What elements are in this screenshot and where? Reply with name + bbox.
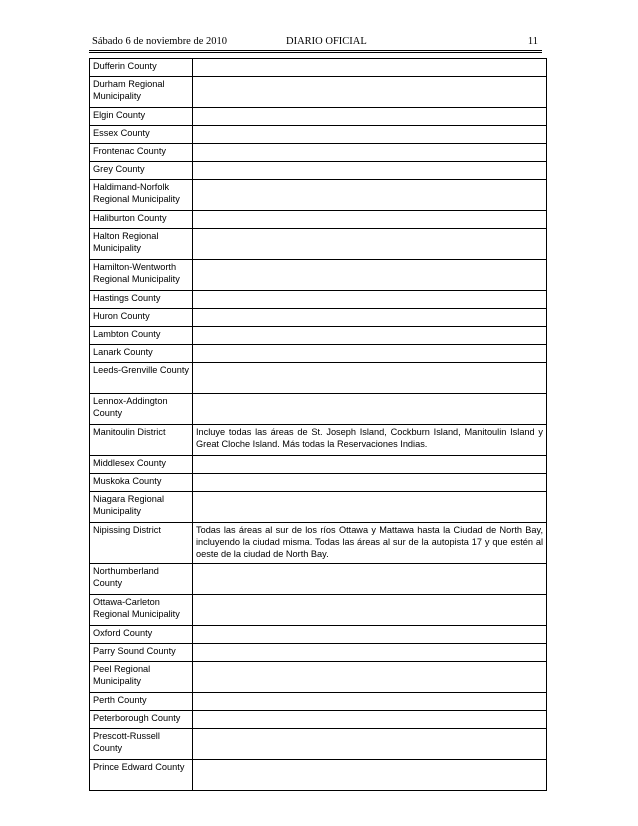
table-row	[90, 594, 547, 625]
table-row	[90, 456, 547, 474]
district-description	[193, 728, 547, 759]
district-name: Niagara Regional Municipality	[90, 492, 193, 523]
district-name: Oxford County	[90, 625, 193, 643]
district-description	[193, 309, 547, 327]
district-name: Ottawa-Carleton Regional Municipality	[90, 594, 193, 625]
table-row	[90, 394, 547, 425]
table-row	[90, 327, 547, 345]
district-description	[193, 661, 547, 692]
district-description	[193, 327, 547, 345]
district-description	[193, 144, 547, 162]
district-name: Northumberland County	[90, 563, 193, 594]
page-header	[89, 34, 542, 51]
district-description	[193, 260, 547, 291]
district-name: Prescott-Russell County	[90, 728, 193, 759]
district-description	[193, 126, 547, 144]
table-row	[90, 229, 547, 260]
table-row	[90, 309, 547, 327]
table-row	[90, 211, 547, 229]
district-name: Nipissing District	[90, 523, 193, 564]
table-row	[90, 625, 547, 643]
table-row	[90, 363, 547, 394]
district-description	[193, 456, 547, 474]
table-row	[90, 260, 547, 291]
header-publication: DIARIO OFICIAL	[286, 36, 367, 47]
table-row	[90, 108, 547, 126]
district-description	[193, 692, 547, 710]
district-name: Lanark County	[90, 345, 193, 363]
district-name: Prince Edward County	[90, 759, 193, 790]
table-row	[90, 59, 547, 77]
district-description	[193, 594, 547, 625]
table-row	[90, 692, 547, 710]
table-row	[90, 144, 547, 162]
district-name: Perth County	[90, 692, 193, 710]
district-name: Hamilton-Wentworth Regional Municipality	[90, 260, 193, 291]
district-description	[193, 759, 547, 790]
district-description	[193, 643, 547, 661]
district-name: Huron County	[90, 309, 193, 327]
district-description	[193, 563, 547, 594]
district-name: Frontenac County	[90, 144, 193, 162]
district-description: Incluye todas las áreas de St. Joseph Island, Cockburn Island, Manitoulin Island y Great Cloche Island. Más todas la Reservaciones Indias.	[193, 425, 547, 456]
district-description	[193, 474, 547, 492]
district-name: Haliburton County	[90, 211, 193, 229]
table-row	[90, 492, 547, 523]
table-row	[90, 523, 547, 564]
district-name: Parry Sound County	[90, 643, 193, 661]
table-row	[90, 474, 547, 492]
table-row	[90, 162, 547, 180]
table-row	[90, 759, 547, 790]
table-row	[90, 77, 547, 108]
district-description	[193, 211, 547, 229]
table-row	[90, 563, 547, 594]
district-name: Hastings County	[90, 291, 193, 309]
district-description	[193, 229, 547, 260]
district-description	[193, 108, 547, 126]
district-description	[193, 180, 547, 211]
district-name: Middlesex County	[90, 456, 193, 474]
header-date: Sábado 6 de noviembre de 2010	[92, 36, 228, 47]
table-row	[90, 345, 547, 363]
district-name: Lambton County	[90, 327, 193, 345]
table-row	[90, 661, 547, 692]
page-number: 11	[527, 36, 538, 47]
district-description: Todas las áreas al sur de los ríos Ottawa y Mattawa hasta la Ciudad de North Bay, incluyendo la ciudad misma. Todas las áreas al sur de la autopista 17 y que estén al oeste de la ciudad de North Bay.	[193, 523, 547, 564]
district-description	[193, 345, 547, 363]
district-name: Manitoulin District	[90, 425, 193, 456]
table-row	[90, 425, 547, 456]
district-description	[193, 363, 547, 394]
district-name: Grey County	[90, 162, 193, 180]
district-name: Dufferin County	[90, 59, 193, 77]
district-description	[193, 710, 547, 728]
district-name: Lennox-Addington County	[90, 394, 193, 425]
district-description	[193, 162, 547, 180]
district-name: Haldimand-Norfolk Regional Municipality	[90, 180, 193, 211]
table-row	[90, 710, 547, 728]
district-description	[193, 492, 547, 523]
district-name: Muskoka County	[90, 474, 193, 492]
district-name: Elgin County	[90, 108, 193, 126]
district-description	[193, 291, 547, 309]
district-name: Peterborough County	[90, 710, 193, 728]
district-description	[193, 59, 547, 77]
table-row	[90, 126, 547, 144]
district-name: Durham Regional Municipality	[90, 77, 193, 108]
table-row	[90, 291, 547, 309]
district-name: Peel Regional Municipality	[90, 661, 193, 692]
district-description	[193, 625, 547, 643]
district-description	[193, 77, 547, 108]
district-name: Leeds-Grenville County	[90, 363, 193, 394]
district-description	[193, 394, 547, 425]
districts-table	[89, 58, 547, 791]
district-name: Halton Regional Municipality	[90, 229, 193, 260]
table-row	[90, 180, 547, 211]
table-row	[90, 728, 547, 759]
district-name: Essex County	[90, 126, 193, 144]
table-row	[90, 643, 547, 661]
